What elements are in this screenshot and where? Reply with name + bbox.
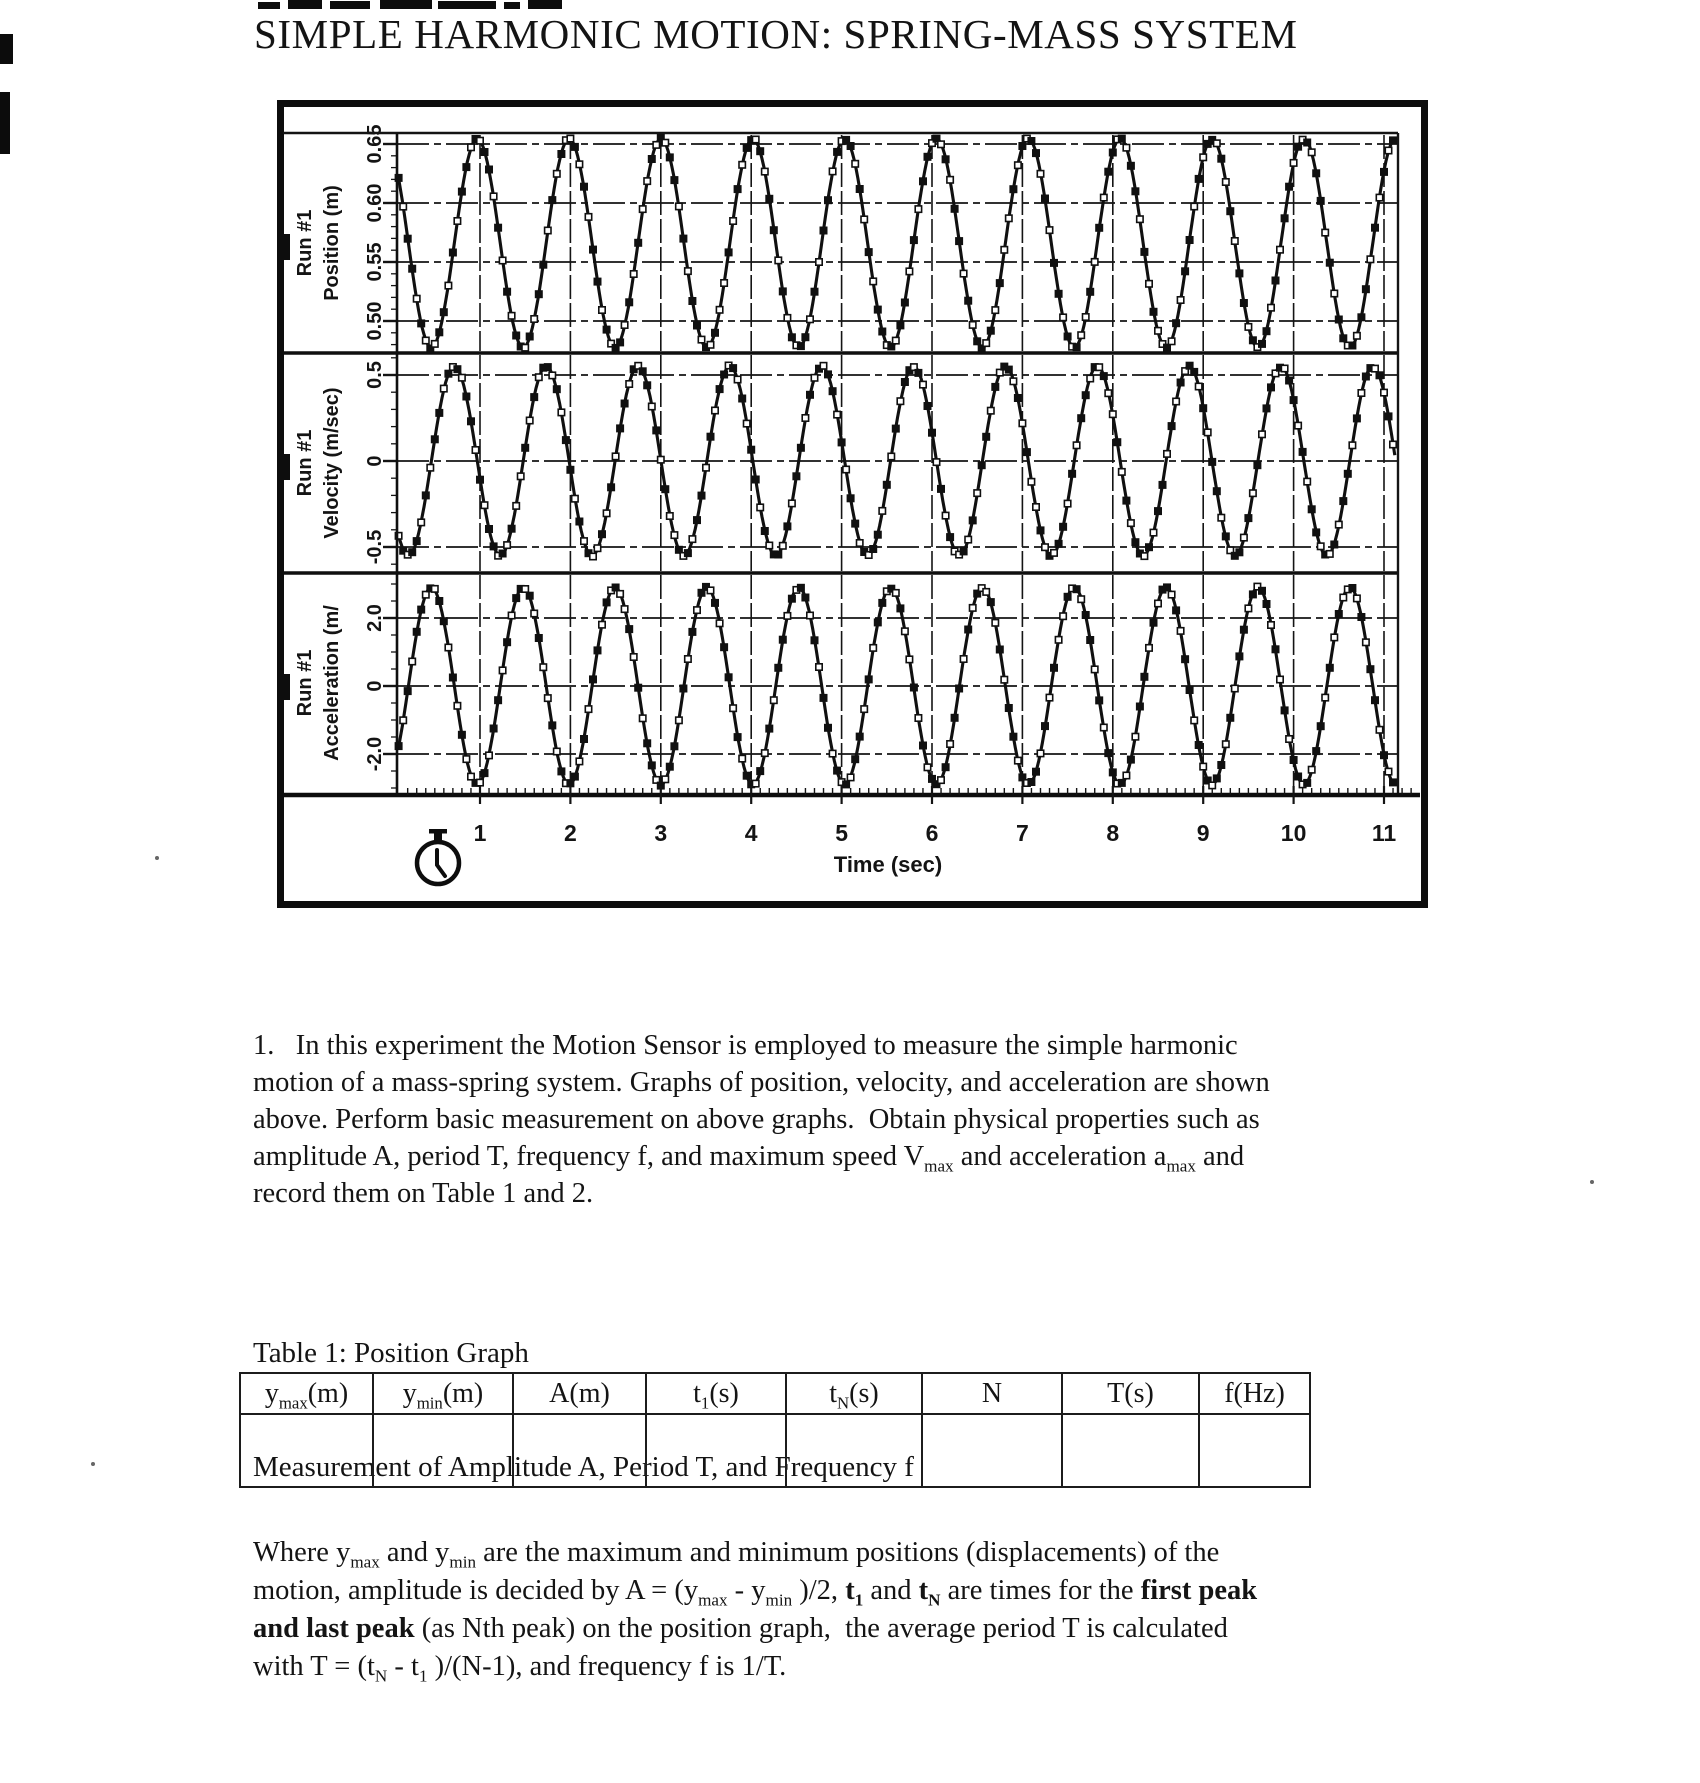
text-segment: min bbox=[416, 1393, 443, 1413]
table-cell bbox=[1062, 1414, 1199, 1487]
text-segment: T(s) bbox=[1107, 1377, 1154, 1409]
text-segment: - y bbox=[727, 1575, 766, 1606]
x-tick-label: 3 bbox=[654, 820, 668, 846]
text-segment: 1. In this experiment the Motion Sensor is employed to measure the simple harmonic bbox=[253, 1030, 1238, 1061]
text-segment: with T = (t bbox=[253, 1651, 375, 1682]
table-cell bbox=[373, 1414, 513, 1487]
text-segment: t bbox=[845, 1575, 855, 1606]
table-cell bbox=[786, 1414, 922, 1487]
x-tick-label: 6 bbox=[925, 820, 939, 846]
x-tick-label: 7 bbox=[1016, 820, 1029, 846]
x-tick-label: 2 bbox=[564, 820, 577, 846]
text-segment: 1 bbox=[700, 1393, 710, 1413]
y-axis-run-label: Run #1 bbox=[294, 209, 316, 277]
text-line bbox=[253, 1572, 1257, 1610]
panel-acceleration-m bbox=[294, 575, 1398, 791]
text-segment: N bbox=[837, 1393, 850, 1413]
text-segment: (m) bbox=[442, 1377, 484, 1409]
text-segment: record them on Table 1 and 2. bbox=[253, 1178, 594, 1209]
y-tick-label: 0.65 bbox=[364, 124, 386, 164]
shm-graphs-figure bbox=[277, 100, 1428, 908]
table-cell bbox=[1199, 1414, 1310, 1487]
text-line bbox=[253, 1101, 1270, 1138]
text-segment: )/(N-1), and frequency f is 1/T. bbox=[427, 1651, 787, 1682]
x-tick-label: 9 bbox=[1196, 820, 1210, 846]
text-segment: and y bbox=[379, 1537, 450, 1568]
text-segment: A(m) bbox=[549, 1377, 610, 1409]
header-cell-7 bbox=[1199, 1373, 1310, 1414]
header-cell-3 bbox=[646, 1373, 786, 1414]
border-notch bbox=[277, 234, 290, 260]
panel-position-m bbox=[294, 125, 1398, 352]
text-segment: 1 bbox=[418, 1666, 428, 1686]
text-segment: (as Nth peak) on the position graph, the average period T is calculated bbox=[414, 1613, 1228, 1644]
text-segment: t bbox=[693, 1377, 701, 1409]
text-line bbox=[253, 1648, 1257, 1686]
text-segment: motion of a mass-spring system. Graphs of position, velocity, and acceleration are shown bbox=[253, 1067, 1270, 1098]
header-cell-2 bbox=[513, 1373, 646, 1414]
text-segment: min bbox=[765, 1590, 793, 1610]
definition-paragraph bbox=[253, 1534, 1257, 1686]
table1-caption-line1: Table 1: Position Graph bbox=[253, 1337, 529, 1369]
text-segment: N bbox=[374, 1666, 388, 1686]
intro-paragraph bbox=[253, 1027, 1270, 1212]
header-cell-0 bbox=[240, 1373, 373, 1414]
y-axis-quantity-label: Acceleration (m/ bbox=[321, 605, 343, 761]
text-segment: and acceleration a bbox=[953, 1141, 1167, 1172]
text-line bbox=[253, 1027, 1270, 1064]
y-tick-label: 0 bbox=[364, 455, 386, 467]
y-tick-label: 0.50 bbox=[364, 301, 386, 341]
table-cell bbox=[646, 1414, 786, 1487]
text-segment: t bbox=[918, 1575, 929, 1606]
text-segment: max bbox=[924, 1156, 954, 1176]
text-segment: t bbox=[829, 1377, 838, 1409]
measurement-table bbox=[239, 1372, 1311, 1488]
page-title: SIMPLE HARMONIC MOTION: SPRING-MASS SYSTEM bbox=[254, 11, 1298, 57]
empty-data-row bbox=[240, 1414, 1310, 1487]
text-segment: y bbox=[264, 1377, 279, 1409]
text-segment: )/2, bbox=[792, 1575, 846, 1606]
header-cell-1 bbox=[373, 1373, 513, 1414]
text-segment: above. Perform basic measurement on above graphs. Obtain physical properties such as bbox=[253, 1104, 1260, 1135]
y-tick-label: 0.55 bbox=[364, 242, 386, 282]
text-line bbox=[253, 1610, 1257, 1648]
text-segment: f(Hz) bbox=[1224, 1377, 1285, 1409]
table-cell bbox=[240, 1414, 373, 1487]
y-axis-run-label: Run #1 bbox=[294, 649, 316, 717]
y-tick-label: -2.0 bbox=[364, 736, 386, 772]
header-cell-5 bbox=[922, 1373, 1062, 1414]
table1-caption-line2: Measurement of Amplitude A, Period T, and Frequency f bbox=[253, 1451, 914, 1483]
text-line bbox=[253, 1534, 1257, 1572]
text-segment: and last peak bbox=[253, 1613, 415, 1644]
text-segment: are times for the bbox=[940, 1575, 1141, 1606]
x-tick-label: 11 bbox=[1371, 820, 1397, 846]
table-cell bbox=[513, 1414, 646, 1487]
text-segment: motion, amplitude is decided by A = (y bbox=[253, 1575, 699, 1606]
y-axis-quantity-label: Position (m) bbox=[321, 185, 343, 301]
table-cell bbox=[922, 1414, 1062, 1487]
text-segment: N bbox=[981, 1377, 1003, 1409]
text-segment: y bbox=[402, 1377, 417, 1409]
border-notch bbox=[277, 454, 290, 480]
text-segment: max bbox=[1166, 1156, 1196, 1176]
table-header-row bbox=[240, 1373, 1310, 1414]
measurement-table-wrap bbox=[239, 1372, 1311, 1488]
y-tick-label: 0 bbox=[364, 680, 386, 692]
wave-line bbox=[399, 139, 1395, 348]
border-notch bbox=[277, 674, 290, 700]
text-segment: max bbox=[278, 1393, 308, 1413]
stopwatch-icon bbox=[417, 829, 459, 884]
text-segment: (s) bbox=[709, 1377, 739, 1409]
text-segment: amplitude A, period T, frequency f, and maximum speed V bbox=[253, 1141, 925, 1172]
panel-velocity-m-sec bbox=[294, 355, 1398, 571]
x-tick-label: 8 bbox=[1106, 820, 1120, 846]
time-axis-label: Time (sec) bbox=[833, 852, 943, 877]
text-segment: (s) bbox=[849, 1377, 879, 1409]
text-segment: min bbox=[449, 1552, 477, 1572]
text-segment: are the maximum and minimum positions (displacements) of the bbox=[476, 1537, 1220, 1568]
text-segment: and bbox=[1195, 1141, 1245, 1172]
header-cell-4 bbox=[786, 1373, 922, 1414]
y-axis-quantity-label: Velocity (m/sec) bbox=[321, 387, 343, 539]
text-segment: - t bbox=[387, 1651, 419, 1682]
text-segment: 1 bbox=[854, 1590, 864, 1610]
x-tick-label: 5 bbox=[835, 820, 848, 846]
text-segment: max bbox=[698, 1590, 728, 1610]
text-line bbox=[253, 1064, 1270, 1101]
text-segment: max bbox=[350, 1552, 380, 1572]
text-segment: Where y bbox=[253, 1537, 351, 1568]
text-segment: (m) bbox=[307, 1377, 349, 1409]
text-segment: N bbox=[928, 1590, 941, 1610]
y-tick-label: -0.5 bbox=[364, 529, 386, 565]
x-tick-label: 4 bbox=[744, 820, 758, 846]
x-tick-label: 10 bbox=[1280, 820, 1307, 846]
header-cell-6 bbox=[1062, 1373, 1199, 1414]
text-line bbox=[253, 1138, 1270, 1175]
y-tick-label: 0.5 bbox=[364, 361, 386, 389]
text-segment: first peak bbox=[1140, 1575, 1258, 1606]
y-tick-label: 0.60 bbox=[364, 183, 386, 223]
y-tick-label: 2.0 bbox=[364, 604, 386, 632]
text-line bbox=[253, 1175, 1270, 1212]
y-axis-run-label: Run #1 bbox=[294, 429, 316, 497]
text-segment: and bbox=[863, 1575, 919, 1606]
x-tick-label: 1 bbox=[473, 820, 487, 846]
